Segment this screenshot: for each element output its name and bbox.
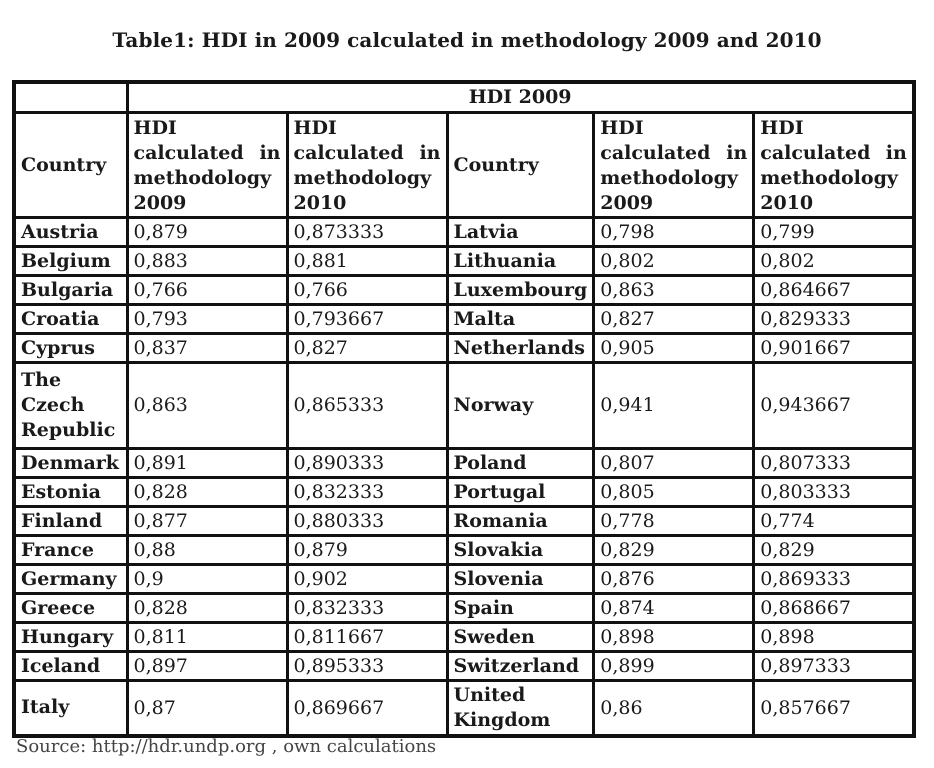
table-row xyxy=(14,680,914,736)
country-cell: Luxembourg xyxy=(447,275,594,304)
country-cell: Norway xyxy=(447,362,594,448)
header-line: 2010 xyxy=(293,191,347,214)
hdi-2009-cell: 0,811 xyxy=(127,622,287,651)
hdi-2009-cell: 0,807 xyxy=(594,448,754,477)
hdi-2009-cell: 0,891 xyxy=(127,448,287,477)
hdi-2009-cell: 0,863 xyxy=(127,362,287,448)
country-cell: Cyprus xyxy=(14,333,127,362)
header-methodology-2009-left xyxy=(127,112,287,217)
hdi-2010-cell: 0,857667 xyxy=(754,680,914,736)
hdi-2009-cell: 0,898 xyxy=(594,622,754,651)
hdi-2010-cell: 0,832333 xyxy=(287,477,447,506)
header-methodology-2010-right xyxy=(754,112,914,217)
hdi-2009-cell: 0,766 xyxy=(127,275,287,304)
group-header-row xyxy=(14,82,914,112)
header-line: calculated in xyxy=(133,141,281,164)
hdi-2010-cell: 0,943667 xyxy=(754,362,914,448)
header-line: methodology xyxy=(760,166,898,189)
hdi-2009-cell: 0,905 xyxy=(594,333,754,362)
hdi-2009-cell: 0,805 xyxy=(594,477,754,506)
hdi-2010-cell: 0,901667 xyxy=(754,333,914,362)
hdi-2010-cell: 0,869333 xyxy=(754,564,914,593)
table-row xyxy=(14,448,914,477)
table-row xyxy=(14,506,914,535)
country-cell: Slovakia xyxy=(447,535,594,564)
header-methodology-2009-right xyxy=(594,112,754,217)
hdi-2009-cell: 0,883 xyxy=(127,246,287,275)
header-line: methodology xyxy=(600,166,738,189)
hdi-2010-cell: 0,766 xyxy=(287,275,447,304)
hdi-2009-cell: 0,798 xyxy=(594,217,754,246)
country-cell: Spain xyxy=(447,593,594,622)
hdi-2010-cell: 0,897333 xyxy=(754,651,914,680)
hdi-2009-cell: 0,874 xyxy=(594,593,754,622)
hdi-table xyxy=(12,80,916,738)
country-cell: Netherlands xyxy=(447,333,594,362)
country-cell: Slovenia xyxy=(447,564,594,593)
hdi-2010-cell: 0,902 xyxy=(287,564,447,593)
country-cell: Bulgaria xyxy=(14,275,127,304)
hdi-2009-cell: 0,879 xyxy=(127,217,287,246)
country-cell: Lithuania xyxy=(447,246,594,275)
hdi-2010-cell: 0,807333 xyxy=(754,448,914,477)
country-cell: Sweden xyxy=(447,622,594,651)
hdi-2010-cell: 0,898 xyxy=(754,622,914,651)
hdi-2009-cell: 0,793 xyxy=(127,304,287,333)
hdi-2010-cell: 0,864667 xyxy=(754,275,914,304)
header-line: methodology xyxy=(293,166,432,189)
table-row xyxy=(14,333,914,362)
header-line: HDI xyxy=(600,116,644,139)
header-line: 2010 xyxy=(760,191,814,214)
hdi-2009-cell: 0,86 xyxy=(594,680,754,736)
country-cell: Belgium xyxy=(14,246,127,275)
hdi-2010-cell: 0,865333 xyxy=(287,362,447,448)
table-row xyxy=(14,564,914,593)
country-cell: Latvia xyxy=(447,217,594,246)
country-cell: France xyxy=(14,535,127,564)
table-row xyxy=(14,275,914,304)
hdi-2009-cell: 0,778 xyxy=(594,506,754,535)
table-body xyxy=(14,82,914,736)
table-row xyxy=(14,535,914,564)
header-line: calculated in xyxy=(600,141,748,164)
hdi-2010-cell: 0,799 xyxy=(754,217,914,246)
table-row xyxy=(14,622,914,651)
country-cell: Portugal xyxy=(447,477,594,506)
header-line: HDI xyxy=(760,116,804,139)
header-methodology-2010-left xyxy=(287,112,447,217)
country-cell: Hungary xyxy=(14,622,127,651)
hdi-2009-cell: 0,9 xyxy=(127,564,287,593)
table-title: Table1: HDI in 2009 calculated in methodology 2009 and 2010 xyxy=(112,28,822,52)
header-line: calculated in xyxy=(293,141,441,164)
header-country-right: Country xyxy=(447,112,594,217)
header-line: 2009 xyxy=(133,191,187,214)
country-cell: Denmark xyxy=(14,448,127,477)
table-row xyxy=(14,593,914,622)
hdi-2010-cell: 0,868667 xyxy=(754,593,914,622)
country-cell: Finland xyxy=(14,506,127,535)
country-cell: Switzerland xyxy=(447,651,594,680)
hdi-2010-cell: 0,774 xyxy=(754,506,914,535)
hdi-2010-cell: 0,829333 xyxy=(754,304,914,333)
header-line: calculated in xyxy=(760,141,907,164)
hdi-2009-cell: 0,828 xyxy=(127,477,287,506)
hdi-2010-cell: 0,879 xyxy=(287,535,447,564)
table-row xyxy=(14,362,914,448)
header-line: 2009 xyxy=(600,191,654,214)
hdi-2010-cell: 0,827 xyxy=(287,333,447,362)
table-row xyxy=(14,651,914,680)
hdi-2009-cell: 0,837 xyxy=(127,333,287,362)
country-cell: Romania xyxy=(447,506,594,535)
hdi-2009-cell: 0,87 xyxy=(127,680,287,736)
hdi-2010-cell: 0,802 xyxy=(754,246,914,275)
hdi-2009-cell: 0,863 xyxy=(594,275,754,304)
hdi-2009-cell: 0,88 xyxy=(127,535,287,564)
hdi-2010-cell: 0,829 xyxy=(754,535,914,564)
group-header-cell: HDI 2009 xyxy=(127,82,914,112)
country-cell: Germany xyxy=(14,564,127,593)
country-cell: Greece xyxy=(14,593,127,622)
country-cell: United Kingdom xyxy=(447,680,594,736)
hdi-2009-cell: 0,828 xyxy=(127,593,287,622)
country-cell: Malta xyxy=(447,304,594,333)
hdi-2010-cell: 0,895333 xyxy=(287,651,447,680)
hdi-2010-cell: 0,832333 xyxy=(287,593,447,622)
empty-corner-cell xyxy=(14,82,127,112)
hdi-2009-cell: 0,876 xyxy=(594,564,754,593)
header-country-left: Country xyxy=(14,112,127,217)
country-cell: Italy xyxy=(14,680,127,736)
country-cell: The Czech Republic xyxy=(14,362,127,448)
hdi-2010-cell: 0,890333 xyxy=(287,448,447,477)
hdi-2010-cell: 0,880333 xyxy=(287,506,447,535)
table-row xyxy=(14,246,914,275)
header-line: methodology xyxy=(133,166,272,189)
hdi-2010-cell: 0,803333 xyxy=(754,477,914,506)
table-row xyxy=(14,477,914,506)
hdi-2009-cell: 0,897 xyxy=(127,651,287,680)
hdi-2009-cell: 0,941 xyxy=(594,362,754,448)
hdi-2010-cell: 0,873333 xyxy=(287,217,447,246)
table-row xyxy=(14,217,914,246)
country-cell: Estonia xyxy=(14,477,127,506)
hdi-2009-cell: 0,877 xyxy=(127,506,287,535)
hdi-2010-cell: 0,881 xyxy=(287,246,447,275)
country-cell: Iceland xyxy=(14,651,127,680)
hdi-2010-cell: 0,869667 xyxy=(287,680,447,736)
hdi-2009-cell: 0,802 xyxy=(594,246,754,275)
header-line: HDI xyxy=(293,116,337,139)
hdi-2009-cell: 0,829 xyxy=(594,535,754,564)
column-header-row xyxy=(14,112,914,217)
hdi-2009-cell: 0,899 xyxy=(594,651,754,680)
hdi-2010-cell: 0,811667 xyxy=(287,622,447,651)
hdi-2009-cell: 0,827 xyxy=(594,304,754,333)
country-cell: Croatia xyxy=(14,304,127,333)
country-cell: Austria xyxy=(14,217,127,246)
country-cell: Poland xyxy=(447,448,594,477)
hdi-2010-cell: 0,793667 xyxy=(287,304,447,333)
source-note: Source: http://hdr.undp.org , own calculations xyxy=(16,736,437,757)
table-row xyxy=(14,304,914,333)
header-line: HDI xyxy=(133,116,177,139)
